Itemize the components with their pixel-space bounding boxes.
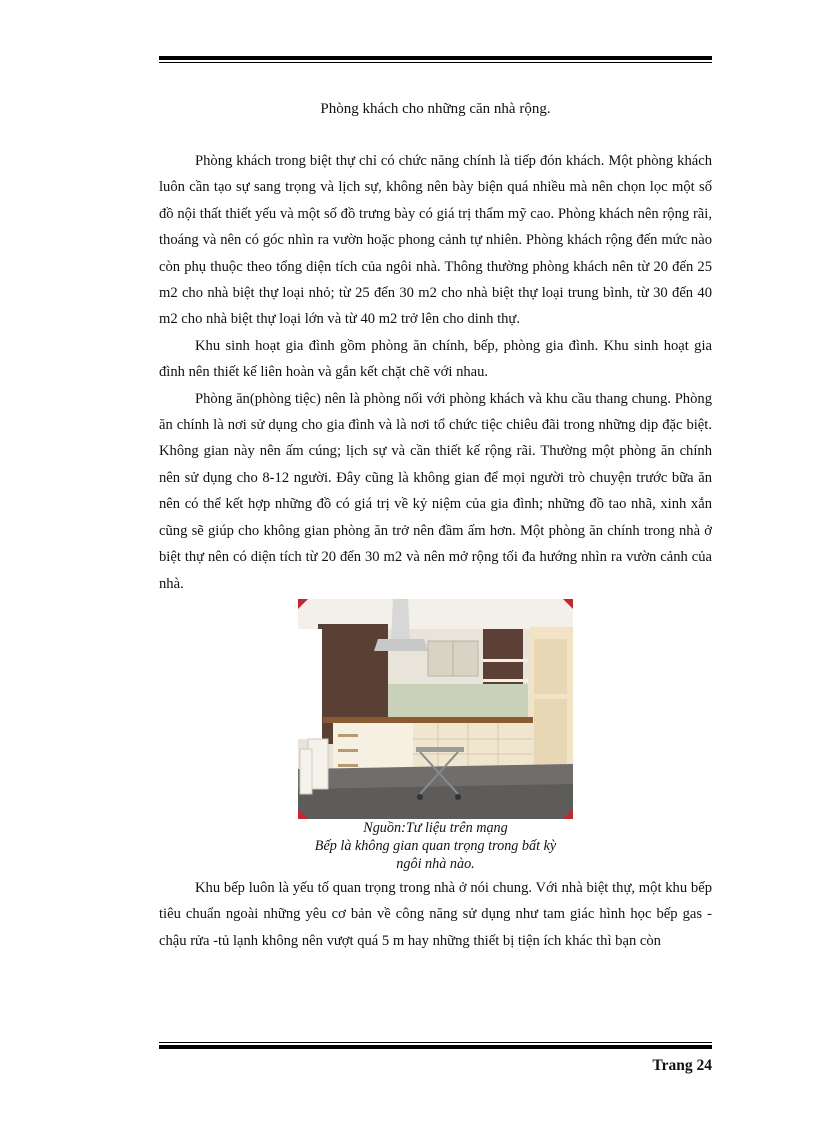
photo-corner-bl bbox=[298, 809, 308, 819]
kitchen-image bbox=[298, 599, 573, 819]
footer-rule bbox=[159, 1042, 712, 1049]
header-rule bbox=[159, 56, 712, 63]
caption-line-3: ngôi nhà nào. bbox=[396, 855, 475, 872]
photo-corner-tl bbox=[298, 599, 308, 609]
paragraph-kitchen: Khu bếp luôn là yếu tố quan trọng trong nhà ở nói chung. Với nhà biệt thự, một khu bếp tiêu chuẩn ngoài những yêu cơ bản về công năng sử dụng như tam giác hình học bếp gas - chậu rửa -tủ lạnh không nên vượt quá 5 m hay những thiết bị tiện ích khác thì bạn còn bbox=[159, 879, 712, 949]
kitchen-photo bbox=[298, 599, 573, 819]
page-number: Trang 24 bbox=[652, 1057, 712, 1074]
paragraph-living-room: Phòng khách trong biệt thự chỉ có chức năng chính là tiếp đón khách. Một phòng khách luôn cần tạo sự sang trọng và lịch sự, không nên bày biện quá nhiều mà nên chọn lọc một số đồ nội thất thiết yếu và một số đồ trưng bày có giá trị thẩm mỹ cao. Phòng khách nên rộng rãi, thoáng và nên có góc nhìn ra vườn hoặc phong cảnh tự nhiên. Phòng khách rộng đến mức nào còn phụ thuộc theo tổng diện tích của ngôi nhà. Thông thường phòng khách nên từ 20 đến 25 m2 cho nhà biệt thự loại nhỏ; từ 25 đến 30 m2 cho nhà biệt thự loại trung bình, từ 30 đến 40 m2 cho nhà biệt thự loại lớn và từ 40 m2 trở lên cho dinh thự. bbox=[159, 153, 712, 328]
page-content bbox=[159, 97, 712, 954]
paragraph-family-area: Khu sinh hoạt gia đình gồm phòng ăn chính, bếp, phòng gia đình. Khu sinh hoạt gia đình nên thiết kế liên hoàn và gắn kết chặt chẽ với nhau. bbox=[159, 337, 712, 381]
caption-line-2: Bếp là không gian quan trọng trong bất kỳ bbox=[314, 837, 557, 854]
figure-caption bbox=[159, 819, 712, 873]
caption-source: Nguồn:Tư liệu trên mạng bbox=[363, 819, 508, 836]
paragraph-dining-room: Phòng ăn(phòng tiệc) nên là phòng nối với phòng khách và khu cầu thang chung. Phòng ăn chính là nơi sử dụng cho gia đình và là nơi tổ chức tiệc chiêu đãi trong những dịp đặc biệt. Không gian này nên ấm cúng; lịch sự và cần thiết kế rộng rãi. Thường một phòng ăn chính nên sử dụng cho 8-12 người. Đây cũng là không gian để mọi người trò chuyện trước bữa ăn nên có thể kết hợp những đồ có giá trị về kỷ niệm của gia đình; những đồ tao nhã, xinh xắn cũng sẽ giúp cho không gian phòng ăn trở nên đầm ấm hơn. Một phòng ăn chính trong nhà ở biệt thự nên có diện tích từ 20 đến 30 m2 và nên mở rộng tối đa hướng nhìn ra vườn cảnh của nhà. bbox=[159, 390, 712, 592]
photo-corner-br bbox=[563, 809, 573, 819]
section-title: Phòng khách cho những căn nhà rộng. bbox=[320, 101, 551, 117]
photo-corner-tr bbox=[563, 599, 573, 609]
